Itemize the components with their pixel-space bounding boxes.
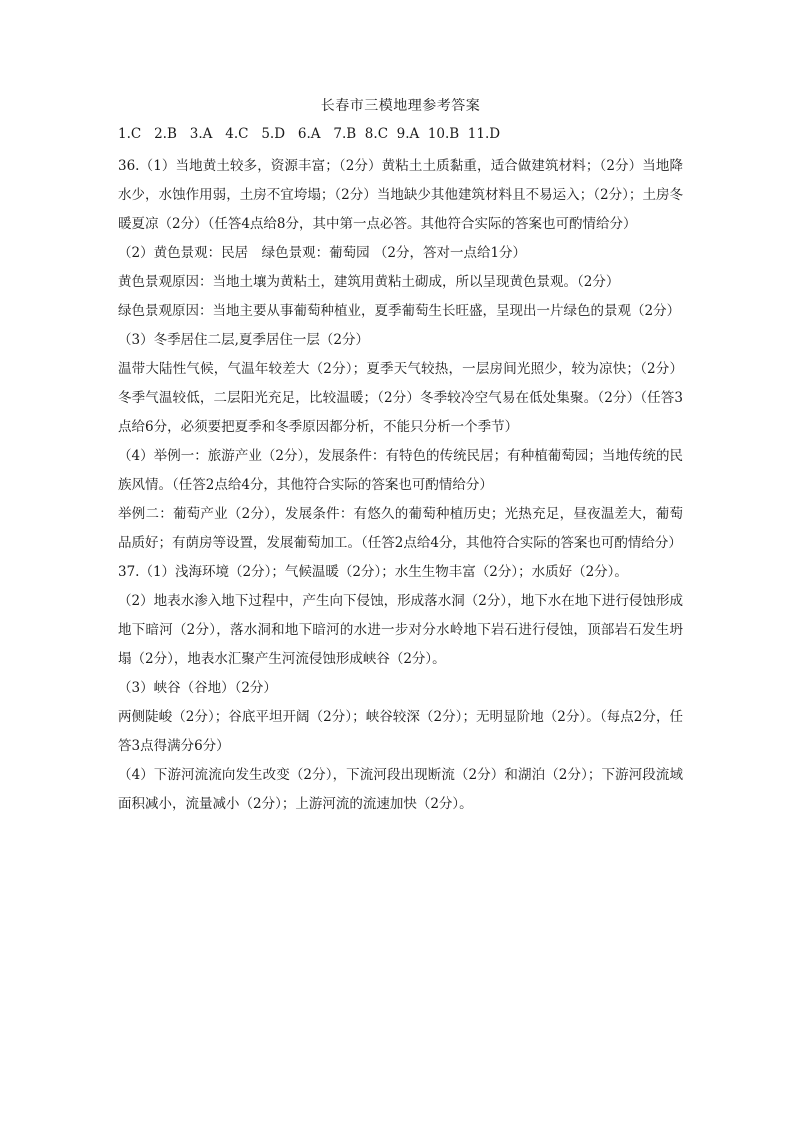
answer-36-1: 36.（1）当地黄土较多，资源丰富；（2分）黄粘土土质黏重，适合做建筑材料；（2分）当地降水少，水蚀作用弱，土房不宜垮塌；（2分）当地缺少其他建筑材料且不易运入；（2分）；土房冬暖夏凉（2分）（任答4点给8分，其中第一点必答。其他符合实际的答案也可酌情给分） — [118, 158, 683, 232]
answer-36-2: （2）黄色景观：民居 绿色景观：葡萄园 （2分，答对一点给1分） — [118, 245, 527, 261]
answer-36-4-example-1: （4）举例一：旅游产业（2分），发展条件：有特色的传统民居；有种植葡萄园；当地传统的民族风情。（任答2点给4分，其他符合实际的答案也可酌情给分） — [118, 448, 683, 493]
answer-36-2-yellow-reason: 黄色景观原因：当地土壤为黄粘土，建筑用黄粘土砌成，所以呈现黄色景观。（2分） — [118, 274, 620, 290]
answer-36-3-reason: 温带大陆性气候，气温年较差大（2分）；夏季天气较热，一层房间光照少，较为凉快；（2分）冬季气温较低，二层阳光充足，比较温暖；（2分）冬季较冷空气易在低处集聚。（2分）（任答3点给6分，必须要把夏季和冬季原因都分析，不能只分析一个季节） — [118, 361, 683, 435]
answer-37-2: （2）地表水渗入地下过程中，产生向下侵蚀，形成落水洞（2分），地下水在地下进行侵蚀形成地下暗河（2分），落水洞和地下暗河的水进一步对分水岭地下岩石进行侵蚀，顶部岩石发生坍塌（2分），地表水汇聚产生河流侵蚀形成峡谷（2分）。 — [118, 593, 683, 667]
answer-37-3: （3）峡谷（谷地）（2分） — [118, 680, 277, 696]
answer-36-3: （3）冬季居住二层,夏季居住一层（2分） — [118, 332, 369, 348]
answer-37-1: 37.（1）浅海环境（2分）；气候温暖（2分）；水生生物丰富（2分）；水质好（2分）。 — [118, 564, 628, 580]
answer-36-4-example-2: 举例二：葡萄产业（2分），发展条件：有悠久的葡萄种植历史；光热充足，昼夜温差大，葡萄品质好；有荫房等设置，发展葡萄加工。（任答2点给4分，其他符合实际的答案也可酌情给分） — [118, 506, 683, 551]
document-title: 长春市三模地理参考答案 — [320, 98, 481, 114]
answer-37-3-features: 两侧陡峻（2分）；谷底平坦开阔（2分）；峡谷较深（2分）；无明显阶地（2分）。（每点2分，任答3点得满分6分） — [118, 709, 683, 754]
answer-37-4: （4）下游河流流向发生改变（2分），下流河段出现断流（2分）和湖泊（2分）；下游河段流域面积减小，流量减小（2分）；上游河流的流速加快（2分）。 — [118, 767, 683, 812]
choice-answers: 1.C 2.B 3.A 4.C 5.D 6.A 7.B 8.C 9.A 10.B 11.D — [118, 126, 501, 142]
answer-36-2-green-reason: 绿色景观原因：当地主要从事葡萄种植业，夏季葡萄生长旺盛，呈现出一片绿色的景观（2分） — [118, 303, 681, 319]
answer-document — [118, 96, 683, 819]
